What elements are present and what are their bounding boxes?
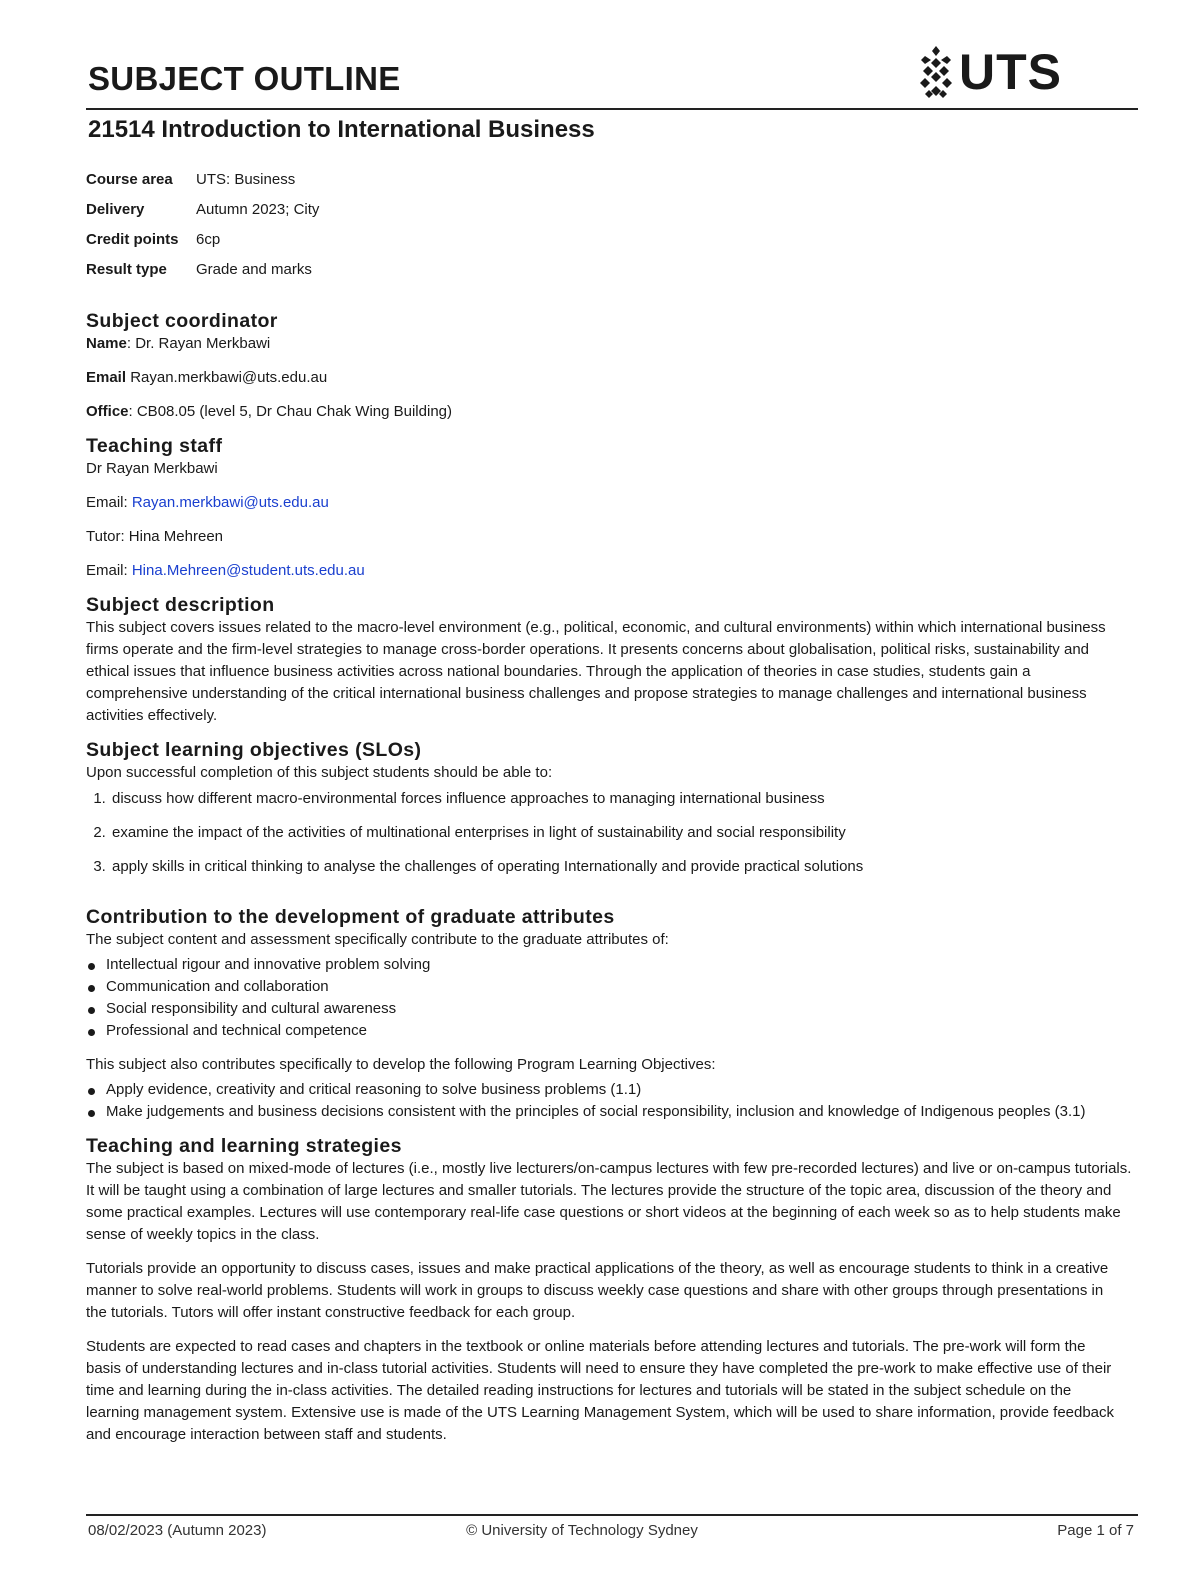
uts-logo <box>919 44 1062 100</box>
details-value: Grade and marks <box>196 260 312 278</box>
plo-list <box>86 1079 1116 1123</box>
email-prefix: Email: <box>86 494 132 511</box>
bullet-icon <box>88 963 95 970</box>
name-value: : Dr. Rayan Merkbawi <box>126 335 271 352</box>
strategies-paragraph: Tutorials provide an opportunity to discuss cases, issues and make practical applications of the theory, as well as encourage students to think in a creative manner to solve real-world problems. Students will work in groups to discuss weekly case questions and share with other groups through presentations in the tutorials. Tutors will offer instant constructive feedback for each group. <box>86 1260 1109 1321</box>
details-key: Delivery <box>86 200 145 218</box>
document-title: SUBJECT OUTLINE <box>88 60 401 97</box>
section-heading: Subject learning objectives (SLOs) <box>86 739 422 761</box>
teaching-staff-section <box>86 435 1138 582</box>
staff-email <box>86 492 1138 514</box>
staff-name: Dr Rayan Merkbawi <box>86 460 218 477</box>
strategies-paragraph: Students are expected to read cases and chapters in the textbook or online materials before attending lectures and tutorials. The pre-work will form the basis of understanding lectures and in-class tutorial activities. Students will need to ensure they have completed the pre-work to make effective use of their time and learning during the in-class activities. The detailed reading instructions for lectures and tutorials will be stated in the subject schedule on the learning management system. Extensive use is made of the UTS Learning Management System, which will be used to share information, provide feedback and encourage interaction between staff and students. <box>86 1338 1115 1443</box>
section-heading: Teaching staff <box>86 435 223 457</box>
details-value: Autumn 2023; City <box>196 200 320 218</box>
subject-title: 21514 Introduction to International Business <box>88 116 595 143</box>
details-value: UTS: Business <box>196 170 296 188</box>
uts-crest-icon <box>919 44 953 100</box>
list-item: Apply evidence, creativity and critical reasoning to solve business problems (1.1) <box>86 1079 1116 1101</box>
office-value: : CB08.05 (level 5, Dr Chau Chak Wing Building) <box>128 403 452 420</box>
details-row <box>86 170 319 200</box>
footer-page-number: Page 1 of 7 <box>1057 1522 1134 1539</box>
details-key: Course area <box>86 170 173 188</box>
email-prefix: Email: <box>86 562 132 579</box>
strategies-paragraph: The subject is based on mixed-mode of lectures (i.e., mostly live lecturers/on-campus lectures with few pre-recorded lectures) and live or on-campus tutorials. It will be taught using a combination of large lectures and smaller tutorials. The lectures provide the structure of the topic area, discussion of the theory and some practical examples. Lectures will use contemporary real-life case questions or short videos at the beginning of each week so as to help students make sense of weekly topics in the class. <box>86 1160 1132 1243</box>
section-heading: Teaching and learning strategies <box>86 1135 402 1157</box>
graduate-attributes-section <box>86 906 1138 1123</box>
list-item: Intellectual rigour and innovative problem solving <box>86 954 1138 976</box>
bullet-icon <box>88 1110 95 1117</box>
section-heading: Contribution to the development of graduate attributes <box>86 906 615 928</box>
subject-description-section <box>86 594 1138 727</box>
tutor-email <box>86 560 1138 582</box>
details-key: Result type <box>86 260 167 278</box>
uts-logo-text: UTS <box>959 44 1062 100</box>
staff-email-link[interactable]: Rayan.merkbawi@uts.edu.au <box>131 494 329 511</box>
details-key: Credit points <box>86 230 179 248</box>
subject-coordinator-section <box>86 310 1138 423</box>
slo-item: 1. discuss how different macro-environmental forces influence approaches to managing international business <box>110 788 1138 810</box>
footer-copyright: © University of Technology Sydney <box>466 1522 698 1539</box>
bullet-icon <box>88 985 95 992</box>
attributes-list <box>86 954 1138 1042</box>
details-value: 6cp <box>196 230 221 248</box>
office-label: Office <box>86 403 129 420</box>
tutor-email-link[interactable]: Hina.Mehreen@student.uts.edu.au <box>131 562 365 579</box>
bullet-icon <box>88 1088 95 1095</box>
slo-item: 2. examine the impact of the activities of multinational enterprises in light of sustainability and social responsibility <box>110 822 1138 844</box>
page-footer <box>86 1514 1138 1546</box>
coordinator-email <box>86 367 1138 389</box>
slo-intro: Upon successful completion of this subject students should be able to: <box>86 764 553 781</box>
coordinator-office <box>86 401 1138 423</box>
description-text: This subject covers issues related to the macro-level environment (e.g., political, economic, and cultural environments) within which international business firms operate and the firm-level strategies to manage cross-border operations. It presents concerns about globalisation, political risks, sustainability and ethical issues that influence business activities across national boundaries. Through the application of theories in case studies, students gain a comprehensive understanding of the critical international business challenges and propose strategies to manage challenges and international business activities effectively. <box>86 619 1106 724</box>
coordinator-name <box>86 333 1138 355</box>
section-heading: Subject coordinator <box>86 310 278 332</box>
email-value: Rayan.merkbawi@uts.edu.au <box>126 369 328 386</box>
list-item: Social responsibility and cultural awareness <box>86 998 1138 1020</box>
list-item: Make judgements and business decisions consistent with the principles of social responsibility, inclusion and knowledge of Indigenous peoples (3.1) <box>86 1101 1116 1123</box>
bullet-icon <box>88 1007 95 1014</box>
details-row <box>86 230 319 260</box>
list-item: Communication and collaboration <box>86 976 1138 998</box>
teaching-strategies-section <box>86 1135 1138 1446</box>
email-label: Email <box>86 369 127 386</box>
subject-details-table <box>86 170 319 290</box>
slo-section <box>86 739 1138 878</box>
name-label: Name <box>86 335 127 352</box>
page-header <box>86 0 1138 110</box>
section-heading: Subject description <box>86 594 275 616</box>
slo-list <box>86 788 1138 878</box>
bullet-icon <box>88 1029 95 1036</box>
list-item: Professional and technical competence <box>86 1020 1138 1042</box>
slo-item: 3. apply skills in critical thinking to analyse the challenges of operating Internationally and provide practical solutions <box>110 856 1138 878</box>
document-page <box>86 0 1138 1446</box>
attributes-intro: The subject content and assessment specifically contribute to the graduate attributes of: <box>86 931 669 948</box>
details-row <box>86 200 319 230</box>
plo-intro: This subject also contributes specifically to develop the following Program Learning Objectives: <box>86 1056 716 1073</box>
tutor-name: Tutor: Hina Mehreen <box>86 528 224 545</box>
footer-date: 08/02/2023 (Autumn 2023) <box>88 1522 267 1539</box>
details-row <box>86 260 319 290</box>
